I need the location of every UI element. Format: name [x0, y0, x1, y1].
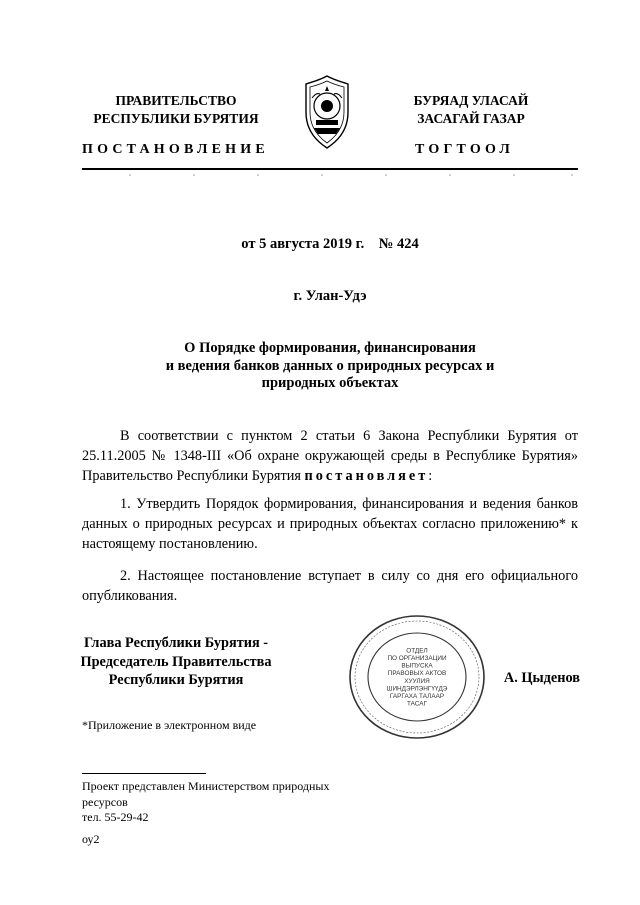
footer-divider: [82, 773, 206, 774]
official-seal: [346, 612, 488, 742]
doc-type-left: ПОСТАНОВЛЕНИЕ: [82, 142, 269, 157]
resolves-word: постановляет: [304, 468, 429, 484]
seal-text-line: ГАРГАХА ТАЛААР: [389, 693, 445, 700]
seal-text-line: ОТДЕЛ: [406, 647, 428, 655]
item-2-paragraph: 2. Настоящее постановление вступает в силу со дня его официального опубликования.: [82, 568, 578, 604]
footer-phone: тел. 55-29-42: [82, 810, 149, 824]
coat-of-arms-icon: [298, 72, 356, 152]
title-line2: и ведения банков данных о природных ресурсах и: [165, 357, 495, 374]
seal-text-line: ТАСАГ: [406, 700, 428, 708]
seal-text-line: ВЫПУСКА: [401, 662, 433, 670]
document-title: [82, 340, 578, 393]
signatory-name: А. Цыденов: [503, 670, 580, 686]
footer-line1: Проект представлен Министерством природных: [82, 779, 330, 793]
header-right-line1: БУРЯАД УЛАСАЙ: [413, 93, 529, 108]
signatory-line1: Глава Республики Бурятия -: [83, 635, 269, 651]
city-line: г. Улан-Удэ: [293, 288, 367, 304]
header-dotted-line: [82, 170, 578, 178]
header-right-line2: ЗАСАГАЙ ГАЗАР: [417, 111, 525, 126]
seal-text-line: ПРАВОВЫХ АКТОВ: [387, 670, 447, 678]
header-left-line1: ПРАВИТЕЛЬСТВО: [115, 93, 237, 108]
preamble-text: В соответствии с пунктом 2 статьи 6 Закона Республики Бурятия от 25.11.2005 № 1348-III «Об охране окружающей среды в Республике Бурятия» Правительство Республики Бурятия: [82, 428, 578, 484]
appendix-note: *Приложение в электронном виде: [82, 718, 257, 732]
date-number-line: от 5 августа 2019 г. № 424: [241, 236, 419, 252]
footer-block: [82, 779, 382, 847]
title-line3: природных объектах: [261, 375, 399, 391]
signatory-title: [60, 634, 292, 690]
doc-type-right: ТОГТООЛ: [415, 142, 515, 157]
header-left-block: [60, 92, 292, 128]
header-left-line2: РЕСПУБЛИКИ БУРЯТИЯ: [93, 111, 259, 126]
resolves-colon: :: [428, 468, 433, 484]
seal-text-line: ПО ОРГАНИЗАЦИИ: [387, 655, 447, 662]
footer-line2: ресурсов: [82, 794, 128, 809]
title-line1: О Порядке формирования, финансирования: [184, 340, 476, 356]
footer-code: оу2: [82, 831, 100, 846]
seal-text-line: ХУУЛИЯ: [404, 677, 430, 685]
seal-text-line: ШИНДЭРЛЭНГҮҮДЭ: [386, 685, 448, 693]
signatory-line3: Республики Бурятия: [108, 672, 244, 688]
header-right-block: [362, 92, 580, 128]
signatory-line2: Председатель Правительства: [80, 653, 272, 670]
item-1-paragraph: 1. Утвердить Порядок формирования, финансирования и ведения банков данных о природных ресурсах и природных объектах согласно приложению* к настоящему постановлению.: [82, 496, 578, 552]
preamble-paragraph: [82, 426, 578, 486]
